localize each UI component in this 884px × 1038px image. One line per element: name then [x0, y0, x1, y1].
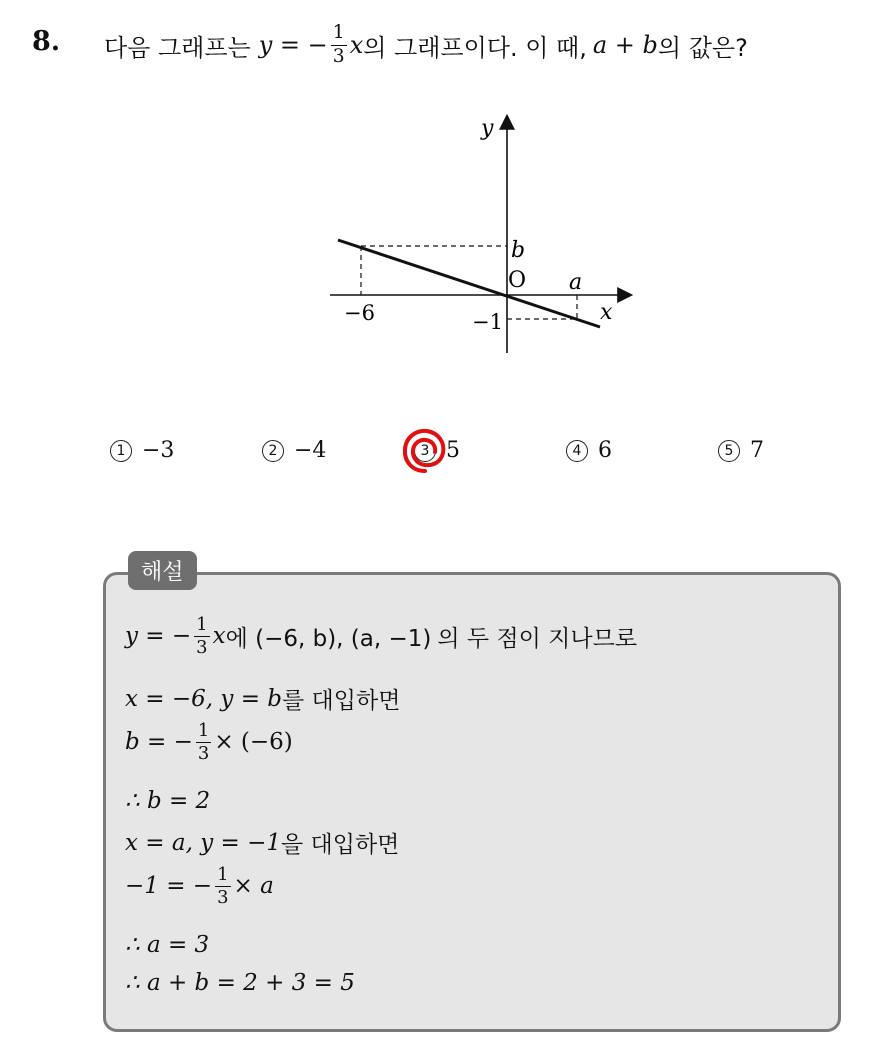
neg6-label: −6	[344, 301, 375, 325]
fraction-numerator: 1	[331, 24, 347, 46]
line2-math: x = −6, y = b	[125, 685, 283, 712]
x-axis-label: x	[600, 300, 613, 325]
choice-marker: 3	[414, 440, 436, 462]
solution-line-5	[125, 826, 399, 859]
question-suffix2: 의 값은?	[657, 33, 748, 62]
b-label: b	[511, 238, 526, 263]
line2-text: 를 대입하면	[282, 688, 401, 714]
fraction-numerator: 1	[196, 614, 208, 635]
question-prefix: 다음 그래프는	[104, 33, 251, 62]
line1-text: 의 두 점이 지나므로	[437, 625, 638, 652]
question-text	[104, 24, 748, 66]
question-ab: a + b	[592, 31, 658, 60]
line6-rhs: × a	[233, 873, 274, 900]
answer-mark-icon	[400, 425, 450, 475]
question-eq-lhs: y = −	[258, 31, 328, 60]
question-fraction	[331, 24, 347, 66]
line3-fraction	[196, 722, 211, 763]
answer-mark-stroke	[405, 431, 443, 471]
a-label: a	[569, 270, 583, 295]
line3-rhs: × (−6)	[214, 729, 293, 756]
solution-tab: 해설	[128, 551, 197, 590]
solution-line-7: ∴ a = 3	[125, 932, 210, 958]
choice-value: −3	[142, 438, 175, 463]
line5-text: 을 대입하면	[281, 832, 400, 858]
fraction-denominator: 3	[196, 636, 208, 658]
solution-line-6	[125, 866, 274, 907]
line6-fraction	[215, 866, 230, 907]
fraction-denominator: 3	[217, 886, 229, 908]
choice-4[interactable]	[566, 438, 612, 463]
choice-value: 6	[598, 438, 612, 463]
line5-math: x = a, y = −1	[125, 829, 281, 856]
fraction-numerator: 1	[217, 864, 229, 885]
line1-lhs: y = −	[125, 623, 192, 650]
line1-var: x	[212, 623, 226, 650]
line1-fraction	[194, 616, 209, 657]
choice-marker: 5	[718, 440, 740, 462]
origin-label: O	[508, 268, 527, 293]
question-number: 8.	[32, 26, 61, 57]
choice-5[interactable]	[718, 438, 764, 463]
question-suffix1: 의 그래프이다. 이 때,	[363, 33, 587, 62]
solution-line-4: ∴ b = 2	[125, 788, 211, 814]
y-axis-label: y	[481, 116, 494, 141]
line3-lhs: b = −	[125, 729, 193, 756]
choice-marker: 2	[262, 440, 284, 462]
fraction-denominator: 3	[197, 742, 210, 764]
choice-value: −4	[294, 438, 327, 463]
question-eq-var: x	[349, 31, 364, 60]
choice-2[interactable]	[262, 438, 326, 463]
solution-line-2	[125, 682, 400, 715]
choice-marker: 4	[566, 440, 588, 462]
graph-line	[338, 240, 600, 327]
choice-1[interactable]	[110, 438, 174, 463]
choice-value: 7	[750, 438, 764, 463]
solution-line-3	[125, 722, 293, 763]
neg1-label: −1	[472, 310, 503, 334]
solution-line-1	[125, 616, 637, 657]
fraction-numerator: 1	[197, 720, 210, 741]
line-graph	[300, 105, 660, 365]
line6-lhs: −1 = −	[125, 873, 213, 900]
choice-value: 5	[446, 438, 460, 463]
line1-points: 에 (−6, b), (a, −1)	[225, 625, 432, 652]
solution-line-8: ∴ a + b = 2 + 3 = 5	[125, 970, 355, 996]
fraction-denominator: 3	[332, 45, 345, 67]
choice-marker: 1	[110, 440, 132, 462]
